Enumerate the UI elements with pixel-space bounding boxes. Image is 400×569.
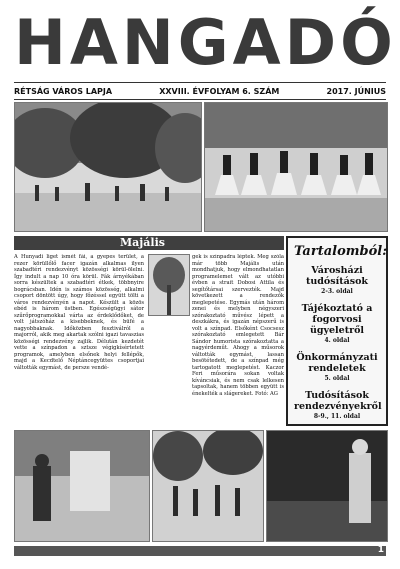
masthead-subtitle-center: XXVIII. ÉVFOLYAM 6. SZÁM	[159, 86, 280, 96]
page-number: 1	[377, 545, 384, 555]
toc-item[interactable]	[294, 352, 380, 382]
photo-folk-dancers	[204, 102, 388, 232]
photo-park-crowd	[14, 102, 202, 232]
masthead-subtitle-bar	[14, 82, 386, 100]
masthead-subtitle-left: RÉTSÁG VÁROS LAPJA	[14, 86, 113, 96]
toc-item-title: Tájékoztató a fogorvosi ügyeletről	[301, 303, 373, 336]
article-title: Majális	[120, 236, 165, 249]
toc-item-title: Tudósítások rendezvényekről	[294, 390, 382, 412]
masthead-title: HANGADÓ	[14, 6, 397, 79]
toc-item[interactable]	[294, 303, 380, 344]
toc-item[interactable]	[294, 265, 380, 295]
photo-tree-inline	[148, 254, 190, 316]
photo-singer	[266, 430, 388, 542]
footer-bar	[14, 546, 386, 556]
toc-item-page: 5. oldal	[324, 375, 350, 382]
toc-item-title: Önkormányzati rendeletek	[296, 352, 378, 374]
masthead-subtitle-right: 2017. JÚNIUS	[326, 86, 386, 96]
toc-item[interactable]	[294, 390, 380, 420]
toc-heading: Tartalomból:	[294, 244, 387, 259]
toc-item-page: 4. oldal	[324, 337, 350, 344]
table-of-contents	[286, 236, 388, 426]
article-column-1: A Hunyadi liget ismét fái, a gyepes terület, a rezer körüllőlő facer igazán alkalmas ilyen szabadtéri rendezvényt közösségi körül-ölelni. Így indult a nap 10 óra körül. Fák árnyékában sorra készültek a szabadtéri étkek, többnyire bográcsban. Idén is számos közösség, alkalmi csoport döntött úgy, hogy főzéssel együtt tölti a város rendezvényén a napot. Készült a közös ebéd is három üstben. Egészségügyi sátor szűrőprogramokkal várta az érdeklődőket, de volt játszóház a kisebbeknek, és büfé a nagyobbaknak. Időközben fesztiválról a majorról, akik meg akartak szólni igazi tavaszias közösségi rendezvény zajlik. Délután kezdetét vette a színpadon a sztsze végigkísértetett programok, amelyben elsőnek helyi fellépők, majd a Kecdtelő Néptáncegyüttes csoportjai váltották egymást, de persze vendé-	[14, 254, 144, 371]
photo-speaker-stage	[14, 430, 150, 542]
photo-crowd-trees	[152, 430, 264, 542]
toc-item-title: Városházi tudósítások	[305, 265, 369, 287]
article-column-2: gek is színpadra léptek. Meg szóla már több Majális után mondhatjuk, hogy elmondhatatlan programelemet vált az utóbbi évben a strait Dobosi Attila és segítőtársai szervezték. Majd következett a rendezők meglepetése. Egymás után három zenei és melyben négyszeri szórakoztató művész lépett a deszkákra, és igazán népszerű is volt a színpad. Elsőként Csocsesz szórakoztató emlegetett Bár Sándor humorista szórakoztatta a nagyérdeműt. Ahogy a műsorok váltották egymást, lassan besötétedett, de a színpad még tartogatott meglepetést. Kaczor Feri műsorára sokan voltak kíváncsiak, és nem csak lelkesen tapsoltak, hanem többen együtt is énekelték a slágereket. Fotó: AG	[192, 254, 284, 397]
toc-item-page: 8-9., 11. oldal	[313, 413, 361, 420]
toc-item-page: 2-3. oldal	[321, 288, 353, 295]
